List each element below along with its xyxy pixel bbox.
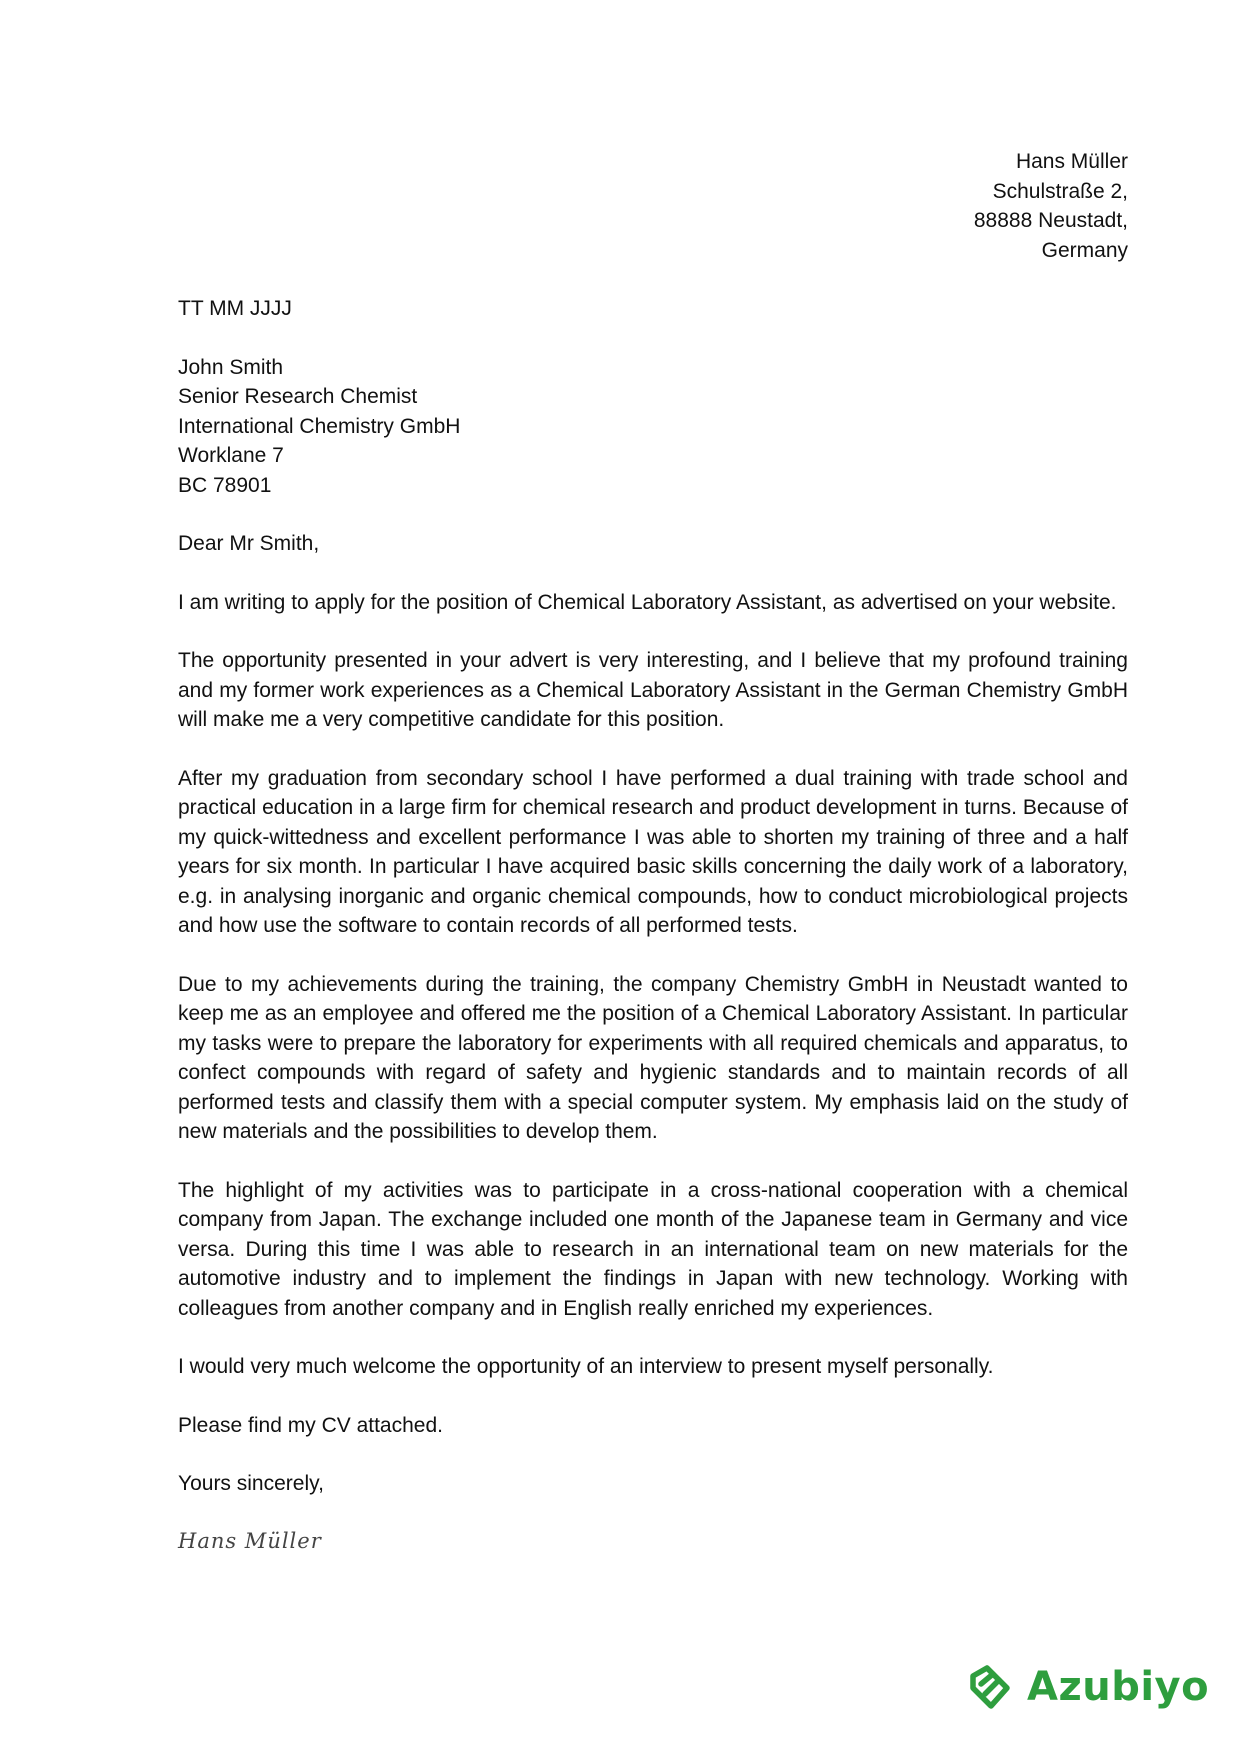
letter-content <box>178 147 1128 1556</box>
salutation: Dear Mr Smith, <box>178 532 320 555</box>
body-paragraph: The opportunity presented in your advert is very interesting, and I believe that my profound training and my former work experiences as a Chemical Laboratory Assistant in the German Chemistry GmbH will make me a very competitive candidate for this position. <box>178 649 1128 731</box>
sender-city: 88888 Neustadt, <box>973 209 1128 232</box>
sender-name: Hans Müller <box>1015 150 1128 173</box>
recipient-address <box>178 353 1128 501</box>
recipient-name: John Smith <box>178 355 284 379</box>
recipient-company: International Chemistry GmbH <box>178 414 461 438</box>
signature: Hans Müller <box>178 1528 322 1553</box>
sender-street: Schulstraße 2, <box>992 179 1128 203</box>
letter-date: TT MM JJJJ <box>178 297 292 320</box>
azubiyo-logo <box>965 1660 1209 1714</box>
body-paragraph: The highlight of my activities was to participate in a cross-national cooperation with a chemical company from Japan. The exchange included one month of the Japanese team in Germany and vice versa. During this time I was able to research in an international team on new materials for the automotive industry and to implement the findings in Japan with new technology. Working with colleagues from another company and in English really enriched my experiences. <box>178 1178 1128 1320</box>
sender-country: Germany <box>1041 238 1128 262</box>
recipient-street: Worklane 7 <box>178 444 284 467</box>
azubiyo-logo-icon <box>965 1662 1015 1712</box>
closing: Yours sincerely, <box>178 1472 324 1495</box>
recipient-postcode: BC 78901 <box>178 473 272 497</box>
body-paragraph: After my graduation from secondary school I have performed a dual training with trade school and practical education in a large firm for chemical research and product development in turns. Because of my quick-wittedness and excellent performance I was able to shorten my training of three and a half years for six month. In particular I have acquired basic skills concerning the daily work of a laboratory, e.g. in analysing inorganic and organic chemical compounds, how to conduct microbiological projects and how use the software to contain records of all performed tests. <box>178 766 1128 937</box>
logo-text: Azubiyo <box>1027 1664 1210 1710</box>
recipient-title: Senior Research Chemist <box>178 385 418 408</box>
body-paragraph: I am writing to apply for the position of Chemical Laboratory Assistant, as advertised on your website. <box>178 590 1117 614</box>
body-paragraph: I would very much welcome the opportunity of an interview to present myself personally. <box>178 1355 994 1378</box>
body-paragraph: Please find my CV attached. <box>178 1413 443 1437</box>
body-paragraph: Due to my achievements during the training, the company Chemistry GmbH in Neustadt wanted to keep me as an employee and offered me the position of a Chemical Laboratory Assistant. In particular my tasks were to prepare the laboratory for experiments with all required chemicals and apparatus, to confect compounds with regard of safety and hygienic standards and to maintain records of all performed tests and classify them with a special computer system. My emphasis laid on the study of new materials and the possibilities to develop them. <box>178 972 1128 1143</box>
sender-address <box>178 147 1128 265</box>
